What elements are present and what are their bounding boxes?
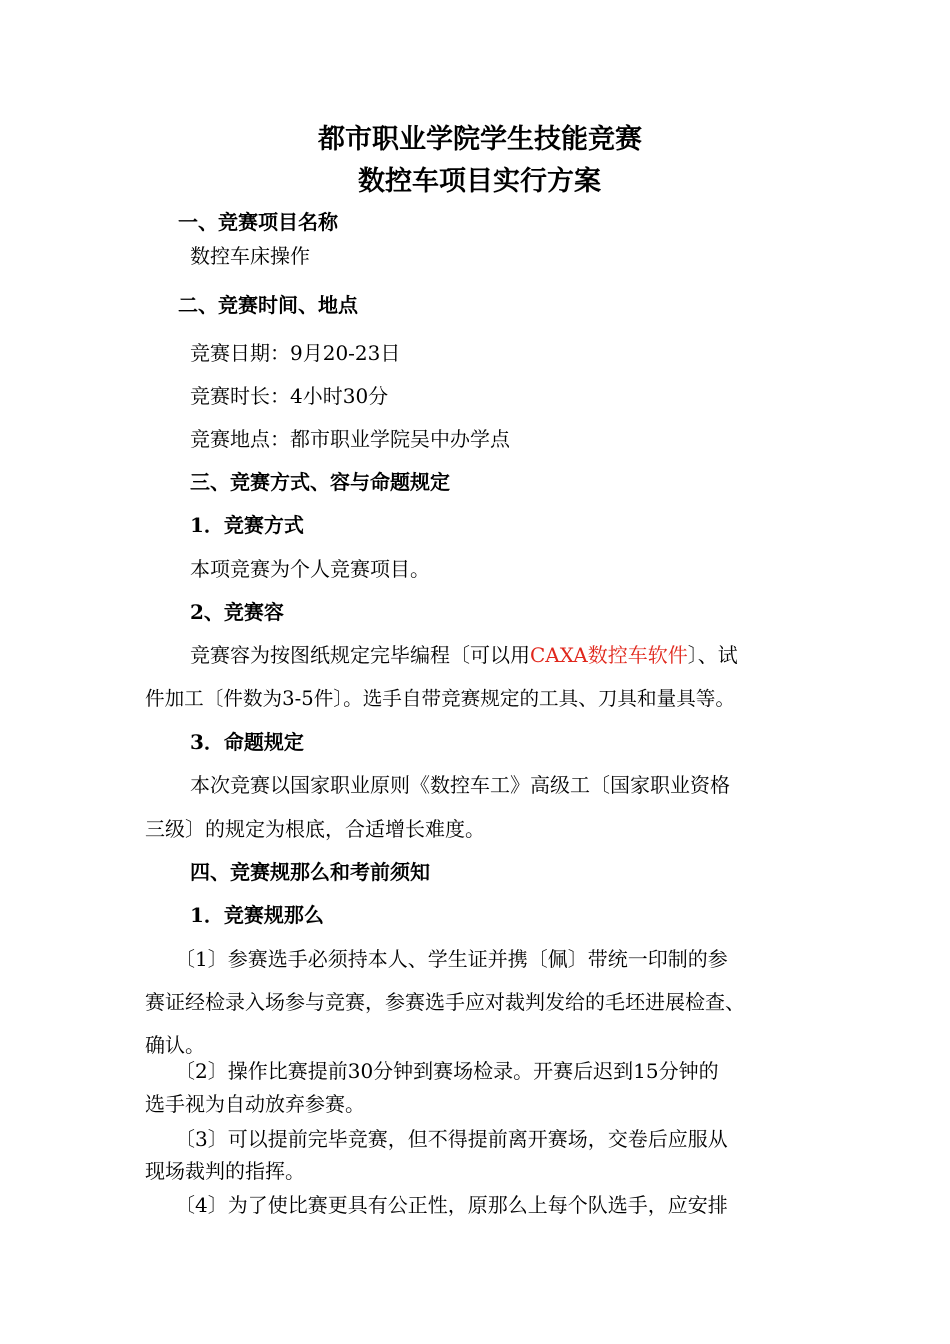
competition-duration: 竞赛时长：4小时30分 bbox=[190, 384, 389, 408]
competition-location: 竞赛地点：都市职业学院吴中办学点 bbox=[190, 427, 510, 451]
section-1-text: 数控车床操作 bbox=[190, 244, 310, 268]
rule-3-line1: 〔3〕可以提前完毕竞赛，但不得提前离开赛场，交卷后应服从 bbox=[175, 1127, 728, 1151]
subsection-2-text-part-b: 〕、试 bbox=[687, 643, 738, 667]
rule-1-line2: 赛证经检录入场参与竞赛，参赛选手应对裁判发给的毛坯进展检查、 bbox=[145, 990, 745, 1014]
rule-2-line2: 选手视为自动放弃参赛。 bbox=[145, 1092, 365, 1116]
competition-date: 竞赛日期：9月20-23日 bbox=[190, 341, 401, 365]
subsection-3-text-line2: 三级〕的规定为根底，合适增长难度。 bbox=[145, 817, 485, 841]
subsection-2-text-line2: 件加工〔件数为3-5件〕。选手自带竞赛规定的工具、刀具和量具等。 bbox=[145, 687, 735, 710]
rule-1-line3: 确认。 bbox=[145, 1033, 205, 1057]
subsection-3-heading: 3．命题规定 bbox=[190, 730, 304, 754]
section-3-heading: 三、竞赛方式、容与命题规定 bbox=[190, 470, 450, 494]
rule-1-line1: 〔1〕参赛选手必须持本人、学生证并携〔佩〕带统一印制的参 bbox=[175, 947, 728, 971]
rule-3-line2: 现场裁判的指挥。 bbox=[145, 1159, 305, 1183]
subsection-4-1-heading: 1．竞赛规那么 bbox=[190, 903, 324, 927]
subsection-2-text-line1 bbox=[190, 643, 738, 667]
subsection-2-heading: 2、竞赛容 bbox=[190, 600, 284, 624]
section-4-heading: 四、竞赛规那么和考前须知 bbox=[190, 860, 430, 884]
subsection-1-text: 本项竞赛为个人竞赛项目。 bbox=[190, 557, 430, 581]
subsection-1-heading: 1．竞赛方式 bbox=[190, 513, 304, 537]
subsection-2-text-part-a: 竞赛容为按图纸规定完毕编程〔可以用 bbox=[190, 643, 530, 667]
document-title-line2: 数控车项目实行方案 bbox=[358, 166, 601, 197]
document-title-line1: 都市职业学院学生技能竞赛 bbox=[318, 124, 642, 155]
subsection-3-text-line1: 本次竞赛以国家职业原则《数控车工》高级工〔国家职业资格 bbox=[190, 773, 730, 797]
rule-4-line1: 〔4〕为了使比赛更具有公正性，原那么上每个队选手，应安排 bbox=[175, 1193, 728, 1217]
rule-2-line1: 〔2〕操作比赛提前30分钟到赛场检录。开赛后迟到15分钟的 bbox=[175, 1059, 719, 1083]
section-1-heading: 一、竞赛项目名称 bbox=[178, 210, 338, 234]
caxa-software-highlight: CAXA数控车软件 bbox=[530, 643, 688, 667]
section-2-heading: 二、竞赛时间、地点 bbox=[178, 293, 358, 317]
